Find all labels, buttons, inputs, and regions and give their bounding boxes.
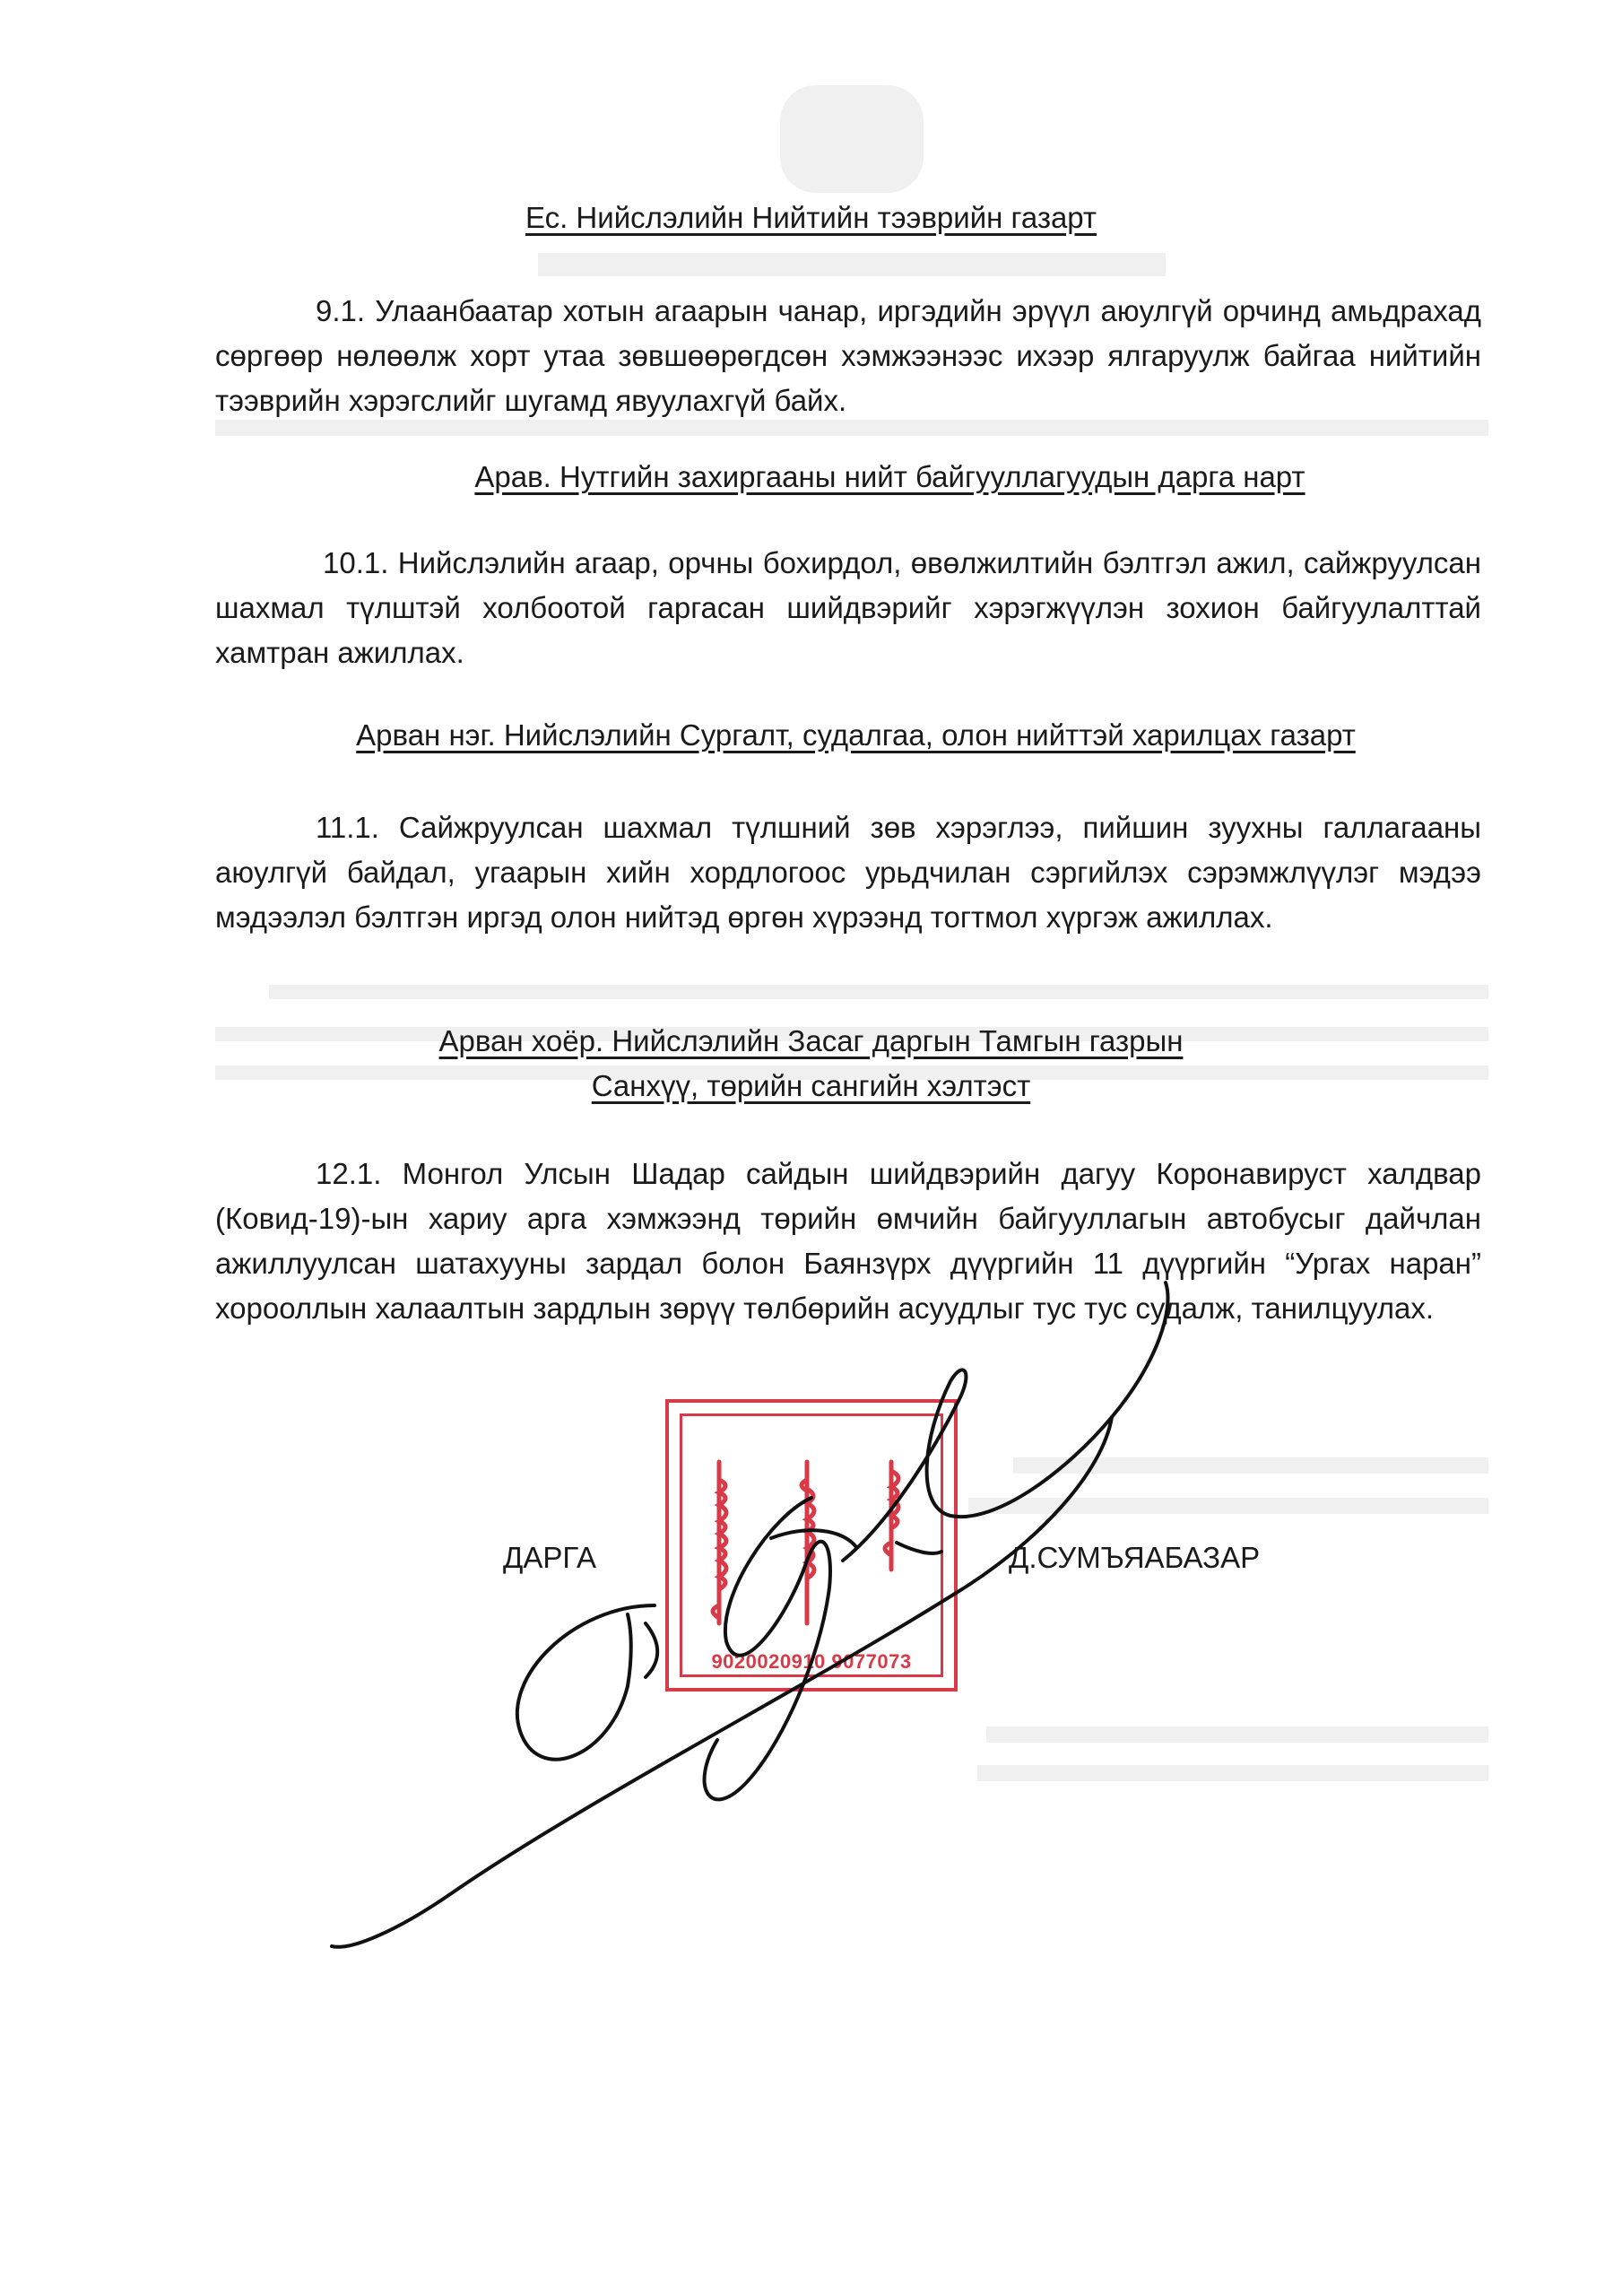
signer-title: ДАРГА (503, 1541, 597, 1574)
section-9-heading: Ес. Нийслэлийн Нийтийн тээврийн газарт (525, 201, 1097, 234)
section-10-paragraph: 10.1. Нийслэлийн агаар, орчны бохирдол, өвөлжилтийн бэлтгэл ажил, сайжруулсан шахмал түлштэй холбоотой гаргасан шийдвэрийг хэрэгжүүлэн зохион байгуулалттай хамтран ажиллах. (215, 546, 1481, 669)
section-12-heading-line-1: Арван хоёр. Нийслэлийн Засаг даргын Тамгын газрын (438, 1024, 1184, 1057)
section-12-paragraph: 12.1. Монгол Улсын Шадар сайдын шийдвэрийн дагуу Коронавируст халдвар (Ковид-19)-ын хариу арга хэмжээнд төрийн өмчийн байгууллагын автобусыг дайчлан ажиллуулсан шатахууны зардал болон Баянзүрх дүүргийн 11 дүүргийн “Ургах наран” хорооллын халаалтын зардлын зөрүү төлбөрийн асуудлыг тус тус судалж, танилцуулах. (215, 1157, 1481, 1325)
stamp-registration-number: 9020020910 9077073 (711, 1650, 912, 1673)
section-9-paragraph: 9.1. Улаанбаатар хотын агаарын чанар, иргэдийн эрүүл аюулгүй орчинд амьдрахад сөргөөр нөлөөлж хорт утаа зөвшөөрөгдсөн хэмжээнээс ихээр ялгаруулж байгаа нийтийн тээврийн хэрэгслийг шугамд явуулахгүй байх. (215, 294, 1481, 417)
section-12-heading-line-2: Санхүү, төрийн сангийн хэлтэст (591, 1069, 1031, 1102)
section-11-paragraph: 11.1. Сайжруулсан шахмал түлшний зөв хэрэглээ, пийшин зуухны галлагааны аюулгүй байдал, угаарын хийн хордлогоос урьдчилан сэргийлэх сэрэмжлүүлэг мэдээ мэдээлэл бэлтгэн иргэд олон нийтэд өргөн хүрээнд тогтмол хүргэж ажиллах. (215, 811, 1481, 934)
section-11-heading: Арван нэг. Нийслэлийн Сургалт, судалгаа, олон нийттэй харилцах газарт (356, 718, 1356, 752)
section-10-heading: Арав. Нутгийн захиргааны нийт байгууллагуудын дарга нарт (474, 460, 1305, 493)
signer-name: Д.СУМЪЯАБАЗАР (1009, 1541, 1261, 1574)
